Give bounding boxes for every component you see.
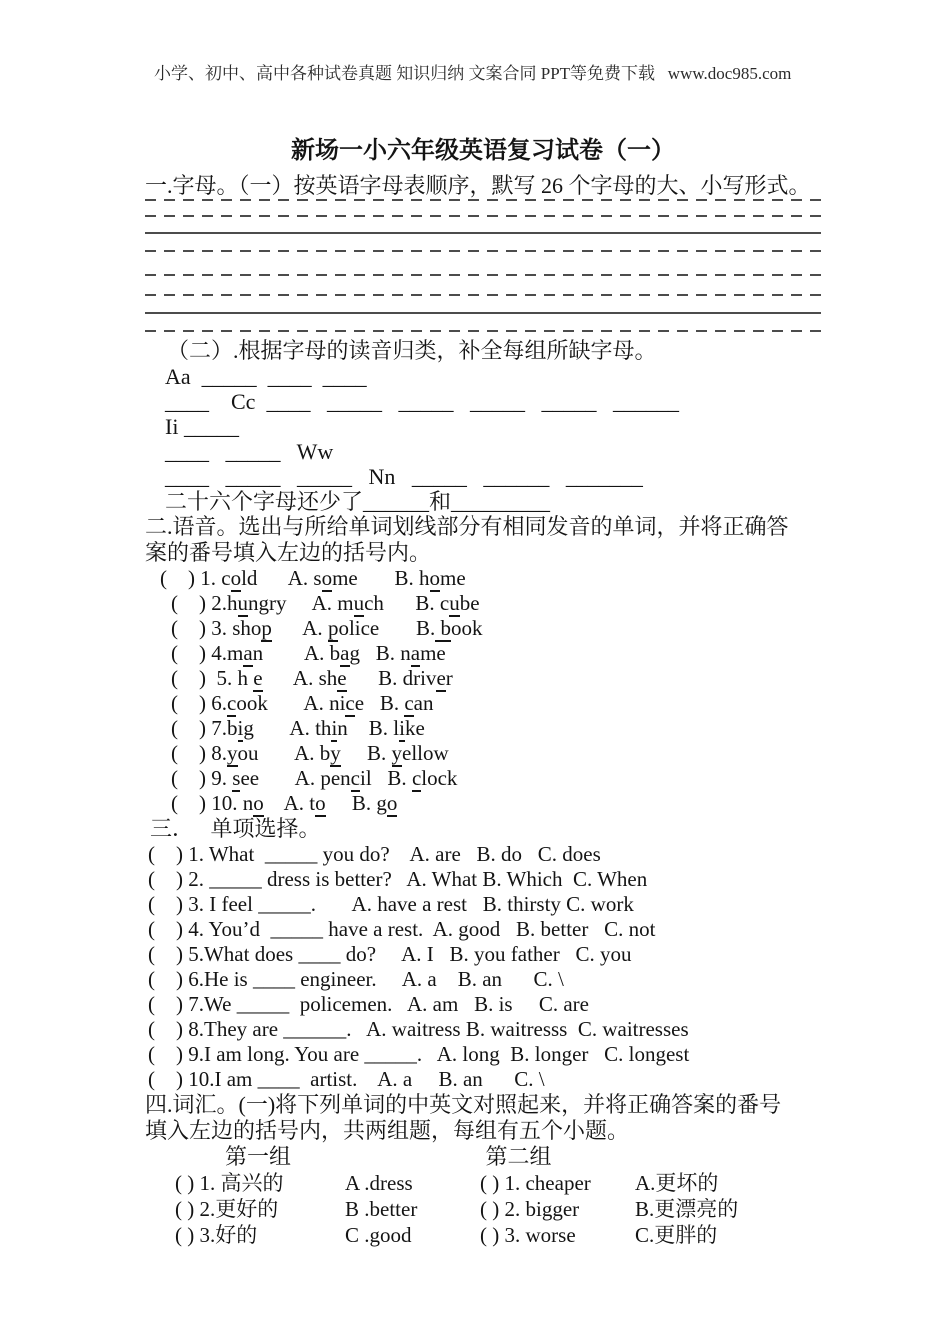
underlined-letter: o: [321, 566, 333, 590]
writing-line: [145, 199, 821, 201]
underlined-letter: y: [227, 741, 238, 765]
phonics-question: ( ) 7.big A. thin B. like: [171, 716, 425, 740]
vocab-cell: ( ) 2.更好的: [175, 1197, 279, 1221]
choice-question: ( ) 9.I am long. You are _____. A. long B. longer C. longest: [148, 1042, 690, 1066]
underlined-letter: p: [261, 616, 272, 640]
phonics-question: ( ) 10. no A. to B. go: [171, 791, 398, 815]
letter-row: Aa _____ ____ ____: [165, 364, 367, 389]
underlined-letter: a: [340, 641, 350, 665]
underlined-letter: c: [411, 766, 422, 790]
writing-line: [145, 250, 821, 252]
phonics-question-list: [145, 566, 821, 816]
underlined-letter: y: [330, 741, 341, 765]
section4-intro-line2: 填入左边的括号内，共两组题，每组有五个小题。: [145, 1118, 630, 1143]
underlined-letter: i: [237, 716, 244, 740]
vocab-group2-title: 第二组: [485, 1144, 552, 1169]
choice-question-list: [145, 842, 821, 1092]
vocab-cell: B .better: [345, 1197, 418, 1221]
writing-line: [145, 312, 821, 314]
underlined-letter: c: [227, 691, 237, 715]
section2-intro-line2: 案的番号填入左边的括号内。: [145, 540, 432, 565]
phonics-question: ( ) 8.you A. by B. yellow: [171, 741, 449, 765]
underlined-letter: p: [327, 616, 339, 640]
writing-line: [145, 232, 821, 234]
vocab-row: [175, 1222, 821, 1248]
phonics-question: ( ) 3. shop A. police B. book: [171, 616, 483, 640]
underlined-letter: u: [449, 591, 460, 615]
letter-row: ____ _____ Ww: [165, 439, 334, 464]
underlined-letter: o: [315, 791, 326, 815]
letter-group-rows: [145, 364, 821, 514]
vocab-match-table: [145, 1170, 821, 1248]
underlined-letter: e: [337, 666, 347, 690]
letter-row: ____ _____ _____ Nn _____ ______ _______: [165, 464, 643, 489]
vocab-cell: A.更坏的: [635, 1171, 719, 1195]
underlined-letter: b: [435, 616, 452, 640]
vocab-cell: ( ) 1. cheaper: [480, 1171, 591, 1195]
section3-heading: 三． 单项选择。: [150, 816, 321, 841]
section2-intro-line1: 二.语音。选出与所给单词划线部分有相同发音的单词，并将正确答: [145, 514, 789, 539]
vocab-cell: ( ) 1. 高兴的: [175, 1171, 284, 1195]
section1-part2-heading: （二）.根据字母的读音归类，补全每组所缺字母。: [167, 338, 657, 363]
underlined-letter: c: [350, 766, 360, 790]
phonics-question: ( ) 4.man A. bag B. name: [171, 641, 446, 665]
letter-row: Ii _____: [165, 414, 239, 439]
letter-row: 二十六个字母还少了______和_________: [165, 489, 551, 514]
writing-line: [145, 215, 821, 217]
choice-question: ( ) 6.He is ____ engineer. A. a B. an C. \: [148, 967, 564, 991]
writing-grid: [145, 199, 821, 332]
underlined-letter: c: [404, 691, 414, 715]
underlined-letter: e: [253, 666, 263, 690]
choice-question: ( ) 1. What _____ you do? A. are B. do C. does: [148, 842, 601, 866]
underlined-letter: c: [345, 691, 355, 715]
vocab-cell: ( ) 3. worse: [480, 1223, 576, 1247]
underlined-letter: a: [243, 641, 253, 665]
choice-question: ( ) 5.What does ____ do? A. I B. you father C. you: [148, 942, 632, 966]
vocab-group1-title: 第一组: [225, 1144, 292, 1169]
underlined-letter: u: [237, 591, 248, 615]
underlined-letter: e: [436, 666, 446, 690]
underlined-letter: i: [399, 716, 405, 740]
vocab-cell: C.更胖的: [635, 1223, 718, 1247]
underlined-letter: y: [391, 741, 403, 765]
underlined-letter: a: [410, 641, 421, 665]
phonics-question: ( ) 1. cold A. some B. home: [160, 566, 466, 590]
writing-line: [145, 274, 821, 276]
phonics-question: ( ) 6.cook A. nice B. can: [171, 691, 434, 715]
underlined-letter: o: [253, 791, 264, 815]
writing-line: [145, 294, 821, 296]
vocab-cell: C .good: [345, 1223, 412, 1247]
underlined-letter: o: [429, 566, 440, 590]
underlined-letter: i: [331, 716, 338, 740]
exam-content: [145, 136, 821, 1248]
choice-question: ( ) 2. _____ dress is better? A. What B. Which C. When: [148, 867, 648, 891]
section4-intro-line1: 四.词汇。(一)将下列单词的中英文对照起来，并将正确答案的番号: [145, 1092, 782, 1117]
underlined-letter: o: [386, 791, 398, 815]
phonics-question: ( ) 5. h e A. she B. driver: [171, 666, 453, 690]
choice-question: ( ) 8.They are ______. A. waitress B. waitresss C. waitresses: [148, 1017, 689, 1041]
vocab-row: [175, 1196, 821, 1222]
underlined-letter: s: [232, 766, 241, 790]
vocab-group-headers: [145, 1144, 821, 1170]
vocab-row: [175, 1170, 821, 1196]
choice-question: ( ) 3. I feel _____. A. have a rest B. thirsty C. work: [148, 892, 634, 916]
underlined-letter: o: [230, 566, 242, 590]
vocab-cell: A .dress: [345, 1171, 413, 1195]
choice-question: ( ) 10.I am ____ artist. A. a B. an C. \: [148, 1067, 545, 1091]
page-title: 新场一小六年级英语复习试卷（一）: [291, 138, 675, 164]
letter-row: ____ Cc ____ _____ _____ _____ _____ ______: [165, 389, 679, 414]
writing-line: [145, 330, 821, 332]
phonics-question: ( ) 2.hungry A. much B. cube: [171, 591, 480, 615]
choice-question: ( ) 4. You’d _____ have a rest. A. good B. better C. not: [148, 917, 656, 941]
vocab-cell: ( ) 2. bigger: [480, 1197, 580, 1221]
phonics-question: ( ) 9. see A. pencil B. clock: [171, 766, 458, 790]
vocab-cell: B.更漂亮的: [635, 1197, 739, 1221]
vocab-cell: ( ) 3.好的: [175, 1223, 258, 1247]
section1-heading: 一.字母。（一）按英语字母表顺序，默写 26 个字母的大、小写形式。: [145, 173, 811, 198]
underlined-letter: u: [353, 591, 365, 615]
choice-question: ( ) 7.We _____ policemen. A. am B. is C. are: [148, 992, 589, 1016]
site-header: 小学、初中、高中各种试卷真题 知识归纳 文案合同 PPT等免费下载 www.doc985.com: [154, 64, 792, 83]
